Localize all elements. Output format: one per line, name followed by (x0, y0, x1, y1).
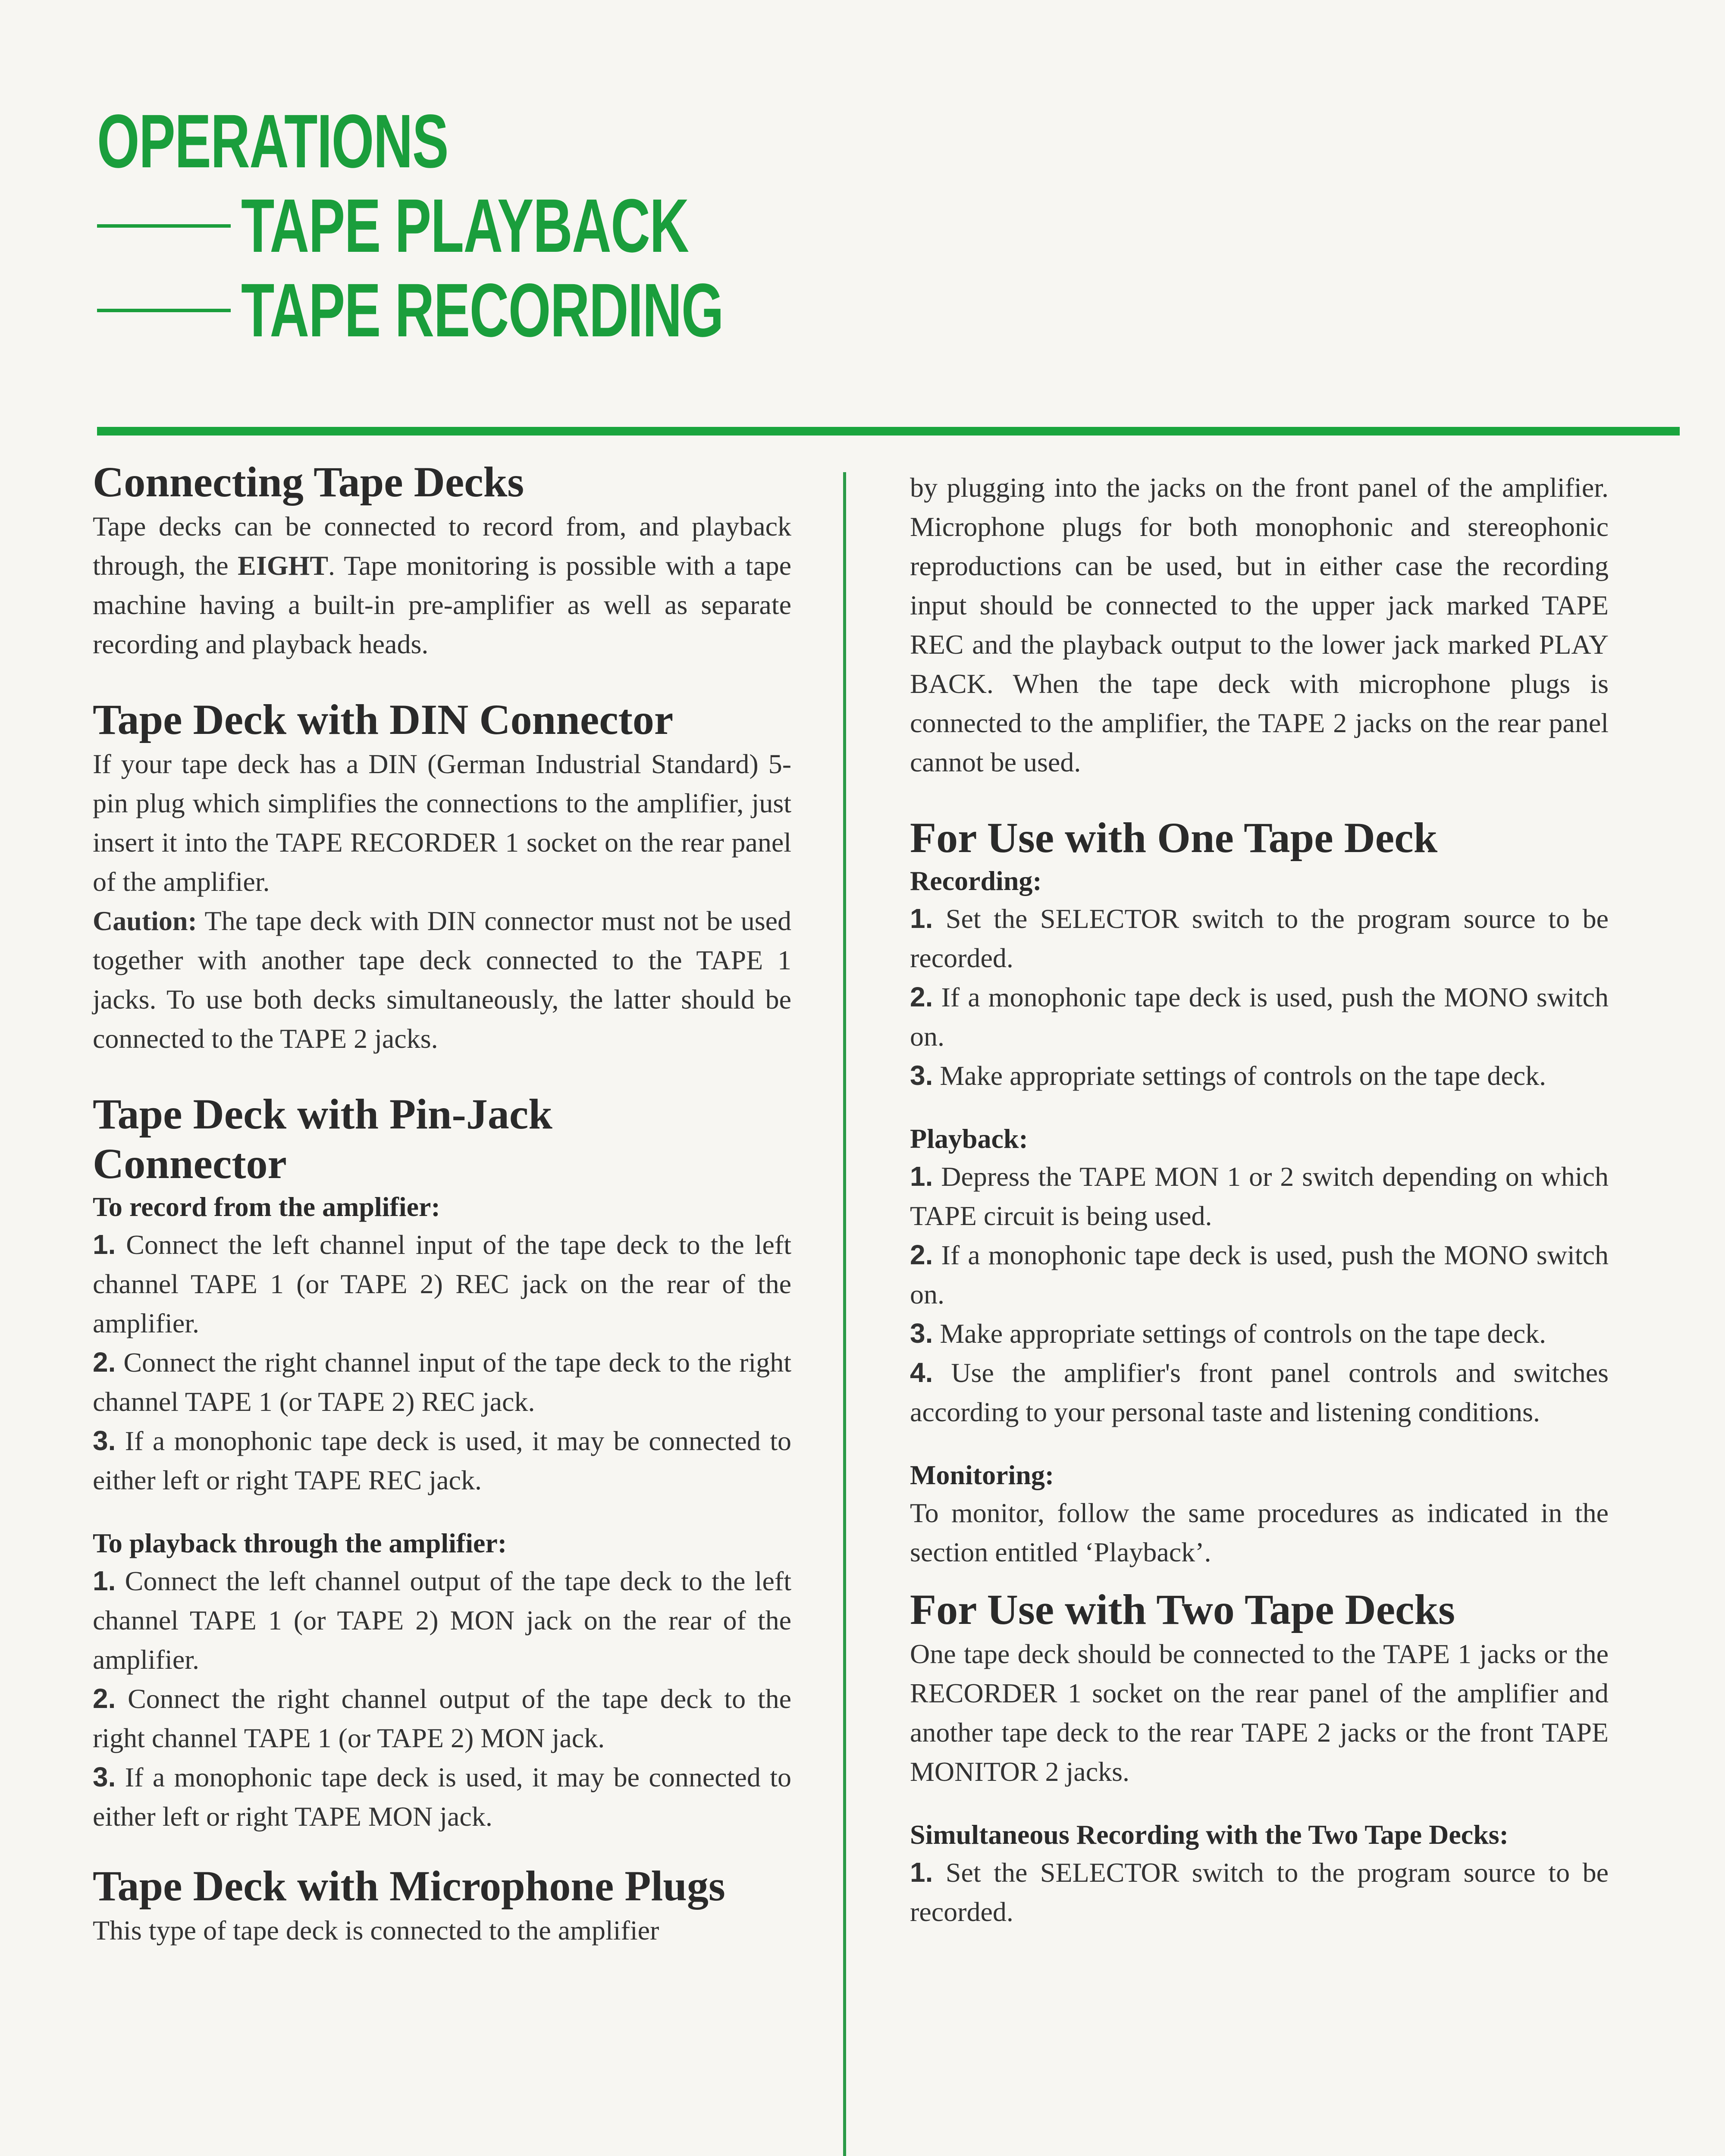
playback-step: 3. If a monophonic tape deck is used, it may be connected to either left or right TAPE MON jack. (93, 1761, 791, 1832)
two-decks-paragraph: One tape deck should be connected to the TAPE 1 jacks or the RECORDER 1 socket on the rear panel of the amplifier and another tape deck to the rear TAPE 2 jacks or the front TAPE MONITOR 2 jacks. (910, 1639, 1609, 1787)
simultaneous-recording-label: Simultaneous Recording with the Two Tape Decks: (910, 1819, 1509, 1850)
section-heading-pinjack: Tape Deck with Pin-Jack Connector (93, 1090, 552, 1188)
column-divider (843, 472, 846, 2156)
title-block (97, 99, 911, 353)
record-step: 3. If a monophonic tape deck is used, it may be connected to either left or right TAPE REC jack. (93, 1425, 791, 1495)
playback-step: 3. Make appropriate settings of controls on the tape deck. (910, 1318, 1546, 1349)
model-name: EIGHT (238, 550, 328, 581)
section-heading-din: Tape Deck with DIN Connector (93, 696, 674, 743)
section-heading-two-decks: For Use with Two Tape Decks (910, 1586, 1455, 1633)
connecting-paragraph (93, 507, 791, 664)
playback-label: Playback: (910, 1123, 1028, 1154)
right-column (910, 457, 1609, 1931)
section-heading-connecting: Connecting Tape Decks (93, 458, 524, 506)
recording-step: 1. Set the SELECTOR switch to the program source to be recorded. (910, 903, 1609, 973)
subtitle-tape-recording: TAPE RECORDING (241, 268, 724, 353)
caution-text: The tape deck with DIN connector must not be used together with another tape deck connected to the TAPE 1 jacks. To use both decks simultaneously, the latter should be connected to the TAPE 2 jacks. (93, 906, 791, 1054)
left-column (93, 457, 791, 1950)
header-divider (97, 427, 1680, 436)
mic-continued-paragraph: by plugging into the jacks on the front panel of the amplifier. Microphone plugs for both monophonic and stereophonic reproductions can be used, but in either case the recording input should be connected to the upper jack marked TAPE REC and the playback output to the lower jack marked PLAY BACK. When the tape deck with microphone plugs is connected to the amplifier, the TAPE 2 jacks on the rear panel cannot be used. (910, 472, 1609, 777)
title-dash (97, 309, 231, 312)
record-label: To record from the amplifier: (93, 1191, 440, 1222)
section-heading-mic: Tape Deck with Microphone Plugs (93, 1862, 725, 1910)
page-title: OPERATIONS (97, 99, 448, 184)
simultaneous-step: 1. Set the SELECTOR switch to the program source to be recorded. (910, 1857, 1609, 1927)
section-heading-one-deck: For Use with One Tape Deck (910, 814, 1438, 862)
monitoring-paragraph: To monitor, follow the same procedures as indicated in the section entitled ‘Playback’. (910, 1498, 1609, 1567)
title-dash (97, 224, 231, 228)
playback-step: 2. Connect the right channel output of the tape deck to the right channel TAPE 1 (or TAPE 2) MON jack. (93, 1683, 791, 1753)
record-step: 1. Connect the left channel input of the tape deck to the left channel TAPE 1 (or TAPE 2) REC jack on the rear of the amplifier. (93, 1229, 791, 1338)
recording-label: Recording: (910, 865, 1042, 896)
subtitle-playback-row (97, 184, 911, 268)
connecting-text-c: . Tape monitoring is possible with a tape machine having a built-in pre-amplifier as well as separate recording and playback heads. (93, 550, 792, 659)
playback-step: 1. Depress the TAPE MON 1 or 2 switch depending on which TAPE circuit is being used. (910, 1161, 1609, 1231)
playback-step: 1. Connect the left channel output of the tape deck to the left channel TAPE 1 (or TAPE 2) MON jack on the rear of the amplifier. (93, 1565, 791, 1675)
din-caution (93, 901, 791, 1058)
caution-label: Caution: (93, 906, 197, 936)
connecting-text-a: Tape decks can be connected to record from, and playback through, the (93, 511, 791, 581)
playback-step: 2. If a monophonic tape deck is used, push the MONO switch on. (910, 1239, 1609, 1310)
mic-paragraph: This type of tape deck is connected to the amplifier (93, 1915, 659, 1946)
recording-step: 3. Make appropriate settings of controls on the tape deck. (910, 1060, 1546, 1091)
playback-step: 4. Use the amplifier's front panel controls and switches according to your personal taste and listening conditions. (910, 1357, 1609, 1427)
subtitle-tape-playback: TAPE PLAYBACK (241, 184, 689, 268)
monitoring-label: Monitoring: (910, 1460, 1054, 1490)
din-paragraph: If your tape deck has a DIN (German Industrial Standard) 5-pin plug which simplifies the connections to the amplifier, just insert it into the TAPE RECORDER 1 socket on the rear panel of the amplifier. (93, 749, 791, 897)
playback-label: To playback through the amplifier: (93, 1528, 507, 1558)
recording-step: 2. If a monophonic tape deck is used, push the MONO switch on. (910, 981, 1609, 1052)
record-step: 2. Connect the right channel input of the tape deck to the right channel TAPE 1 (or TAPE 2) REC jack. (93, 1347, 791, 1417)
subtitle-recording-row (97, 268, 911, 353)
